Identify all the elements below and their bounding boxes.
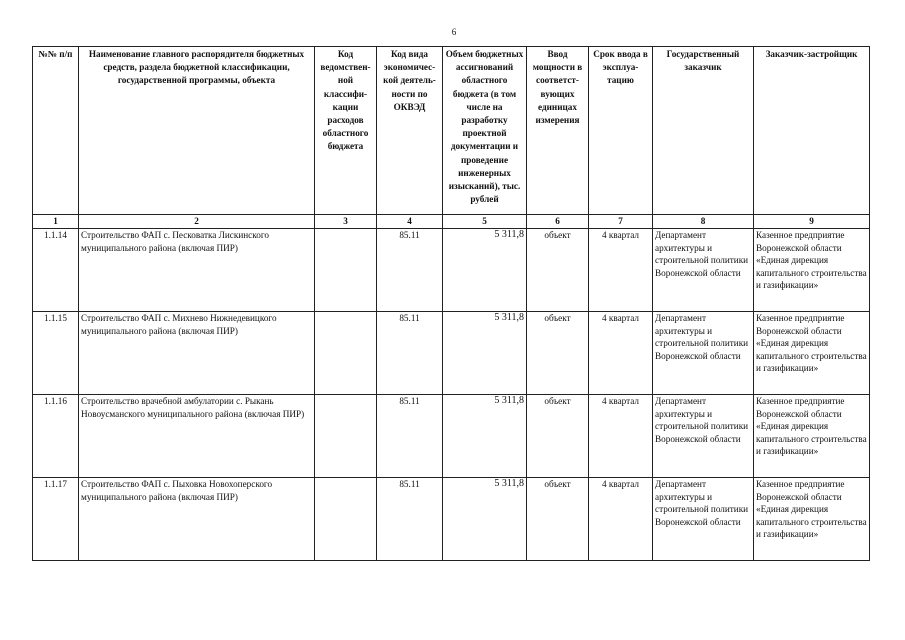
okved-code: 85.11 [377, 312, 443, 395]
column-number: 7 [589, 215, 653, 229]
dept-code [315, 395, 377, 478]
header-cell-amount: Объем бюджетных ассигнований областного бюджета (в том числе на разработку проектной документации и проведение инженерных изысканий), тыс. рублей [443, 47, 527, 215]
object-name: Строительство ФАП с. Михнево Нижнедевицкого муниципального района (включая ПИР) [79, 312, 315, 395]
budget-amount: 5 311,8 [443, 478, 527, 561]
okved-code: 85.11 [377, 229, 443, 312]
developer-customer: Казенное предприятие Воронежской области «Единая дирекция капитального строительства и газификации» [754, 229, 870, 312]
state-customer: Департамент архитектуры и строительной политики Воронежской области [653, 395, 754, 478]
budget-amount: 5 311,8 [443, 229, 527, 312]
budget-table [32, 46, 870, 561]
column-number: 4 [377, 215, 443, 229]
dept-code [315, 312, 377, 395]
okved-code: 85.11 [377, 395, 443, 478]
row-number: 1.1.14 [33, 229, 79, 312]
column-number: 9 [754, 215, 870, 229]
capacity-unit: объект [527, 395, 589, 478]
state-customer: Департамент архитектуры и строительной политики Воронежской области [653, 478, 754, 561]
header-cell-developer: Заказчик-застройщик [754, 47, 870, 215]
header-cell-customer: Государственный заказчик [653, 47, 754, 215]
column-number: 5 [443, 215, 527, 229]
commission-term: 4 квартал [589, 229, 653, 312]
column-number: 3 [315, 215, 377, 229]
column-number: 2 [79, 215, 315, 229]
developer-customer: Казенное предприятие Воронежской области «Единая дирекция капитального строительства и газификации» [754, 312, 870, 395]
header-row [33, 47, 870, 215]
page-number: 6 [451, 27, 457, 37]
capacity-unit: объект [527, 478, 589, 561]
developer-customer: Казенное предприятие Воронежской области «Единая дирекция капитального строительства и газификации» [754, 478, 870, 561]
developer-customer: Казенное предприятие Воронежской области «Единая дирекция капитального строительства и газификации» [754, 395, 870, 478]
commission-term: 4 квартал [589, 478, 653, 561]
table-row [33, 312, 870, 395]
object-name: Строительство ФАП с. Пыховка Новохоперского муниципального района (включая ПИР) [79, 478, 315, 561]
table-row [33, 395, 870, 478]
object-name: Строительство врачебной амбулатории с. Рыкань Новоусманского муниципального района (включая ПИР) [79, 395, 315, 478]
okved-code: 85.11 [377, 478, 443, 561]
column-number: 1 [33, 215, 79, 229]
header-cell-num: №№ п/п [33, 47, 79, 215]
table-row [33, 478, 870, 561]
row-number: 1.1.17 [33, 478, 79, 561]
dept-code [315, 478, 377, 561]
object-name: Строительство ФАП с. Песковатка Лискинского муниципального района (включая ПИР) [79, 229, 315, 312]
header-cell-dept-code: Код ведомствен-ной классифи-кации расходов областного бюджета [315, 47, 377, 215]
budget-amount: 5 311,8 [443, 312, 527, 395]
dept-code [315, 229, 377, 312]
state-customer: Департамент архитектуры и строительной политики Воронежской области [653, 312, 754, 395]
row-number: 1.1.16 [33, 395, 79, 478]
row-number: 1.1.15 [33, 312, 79, 395]
budget-amount: 5 311,8 [443, 395, 527, 478]
header-cell-term: Срок ввода в эксплуа-тацию [589, 47, 653, 215]
column-number: 6 [527, 215, 589, 229]
table-row [33, 229, 870, 312]
commission-term: 4 квартал [589, 395, 653, 478]
header-cell-okved: Код вида экономичес-кой деятель-ности по ОКВЭД [377, 47, 443, 215]
capacity-unit: объект [527, 312, 589, 395]
column-number-row [33, 215, 870, 229]
header-cell-name: Наименование главного распорядителя бюджетных средств, раздела бюджетной классификации, государственной программы, объекта [79, 47, 315, 215]
capacity-unit: объект [527, 229, 589, 312]
commission-term: 4 квартал [589, 312, 653, 395]
column-number: 8 [653, 215, 754, 229]
state-customer: Департамент архитектуры и строительной политики Воронежской области [653, 229, 754, 312]
header-cell-capacity: Ввод мощности в соответст-вующих единицах измерения [527, 47, 589, 215]
